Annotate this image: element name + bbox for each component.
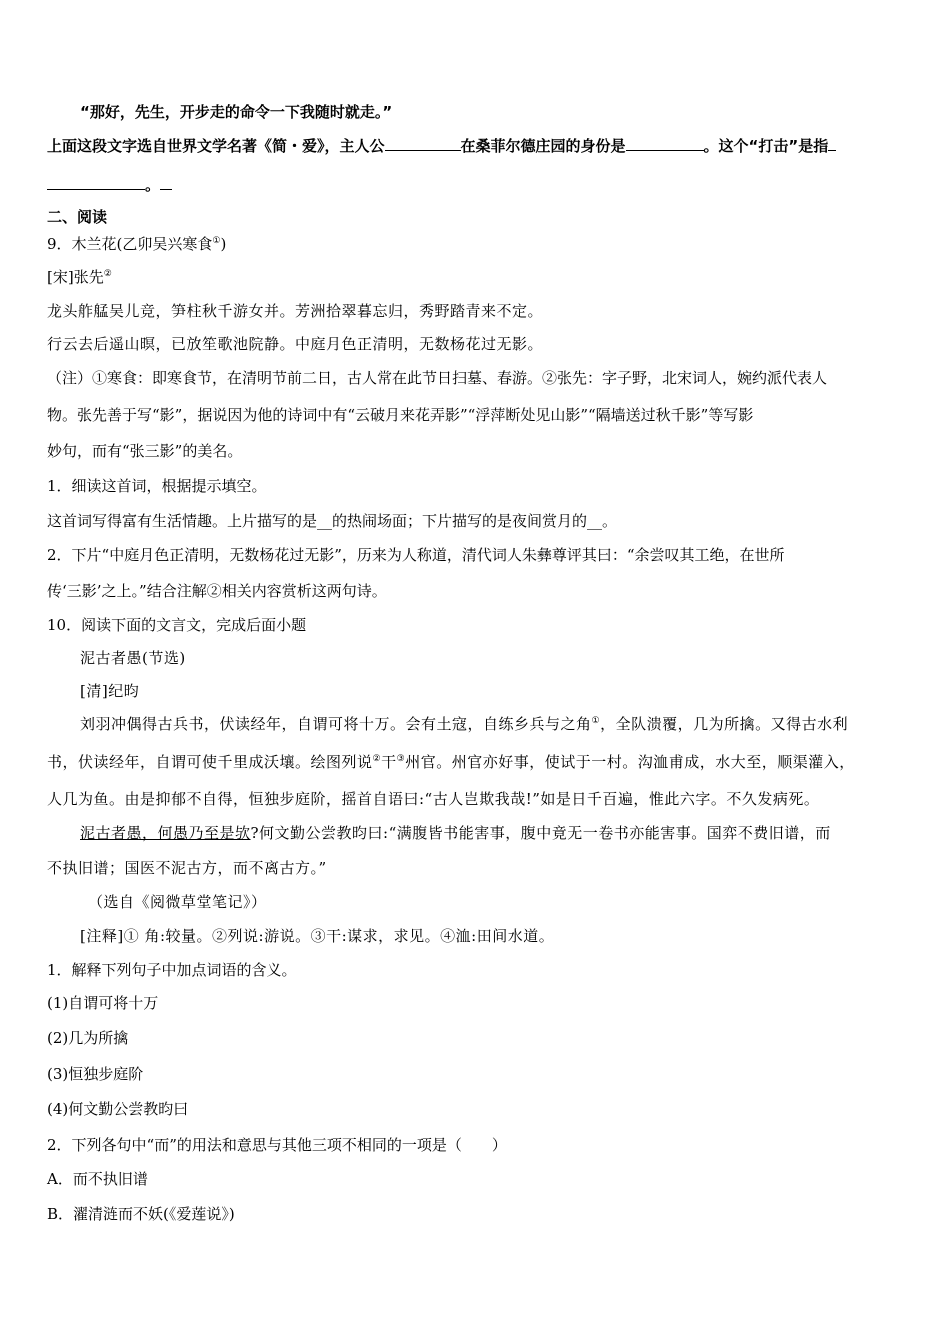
- poem-author: [47, 266, 910, 288]
- answer-blank-blow-start[interactable]: [828, 136, 836, 151]
- q9-sub1-text: 这首词写得富有生活情趣。上片描写的是__的热闹场面；下片描写的是夜间赏月的__。: [47, 512, 618, 530]
- q10-sub1: 1．解释下列句子中加点词语的含义。: [47, 961, 297, 979]
- classical-annotation: [注释]① 角:较量。②列说:游说。③干:谋求，求见。④洫:田间水道。: [80, 927, 555, 945]
- classical-para1-line1: [80, 713, 910, 735]
- classical-para1-line3: 人几为鱼。由是抑郁不自得，恒独步庭阶，摇首自语曰:“古人岂欺我哉!”如是日千百遍，惟此六字。不久发病死。: [47, 790, 820, 808]
- footnote-marker: ①: [591, 716, 601, 726]
- p1-l1b: ，全队溃覆，几为所擒。又得古水利: [600, 715, 849, 733]
- poem-note-1: （注）①寒食：即寒食节，在清明节前二日，古人常在此节日扫墓、春游。②张先：字子野，北宋词人，婉约派代表人: [47, 369, 828, 387]
- classical-para1-line2: [47, 751, 910, 773]
- poem-line-1: 龙头舴艋吴儿竞，笋柱秋千游女并。芳洲拾翠暮忘归，秀野踏青来不定。: [47, 302, 544, 320]
- q9-sub2-line2: 传‘三影’之上。”结合注解②相关内容赏析这两句诗。: [47, 582, 387, 600]
- p1-l2a: 书，伏读经年，自谓可使千里成沃壤。绘图列说: [47, 753, 373, 771]
- classical-source: （选自《阅微草堂笔记》）: [88, 893, 267, 911]
- q10-item-2: (2)几为所擒: [47, 1029, 129, 1047]
- underlined-sentence: 泥古者愚，何愚乃至是欤: [80, 824, 251, 842]
- footnote-marker: ①: [212, 236, 221, 246]
- question-8-line2: [47, 174, 910, 196]
- poem-note-2: 物。张先善于写“影”，据说因为他的诗词中有“云破月来花弄影”“浮萍断处见山影”“隔墙送过秋千影”等写影: [47, 406, 754, 424]
- poem-note-3: 妙句，而有“张三影”的美名。: [47, 442, 243, 460]
- answer-blank-identity[interactable]: [626, 136, 704, 151]
- quote-line: “那好，先生，开步走的命令一下我随时就走。”: [80, 103, 393, 121]
- q8-text-1: 上面这段文字选自世界文学名著《简・爱》，主人公: [47, 137, 385, 155]
- p1-l2c: 州官。州官亦好事，使试于一村。沟洫甫成，水大至，顺渠灌入，: [405, 753, 855, 771]
- p1-l1a: 刘羽冲偶得古兵书，伏读经年，自谓可将十万。会有土寇，自练乡兵与之角: [80, 715, 592, 733]
- classical-para2-line1: [80, 822, 910, 844]
- q9-sub2-line1: 2．下片“中庭月色正清明，无数杨花过无影”，历来为人称道，清代词人朱彝尊评其曰：“余尝叹其工绝，在世所: [47, 546, 785, 564]
- poem-line-2: 行云去后遥山暝，已放笙歌池院静。中庭月色正清明，无数杨花过无影。: [47, 335, 544, 353]
- question-10-title: 10．阅读下面的文言文，完成后面小题: [47, 616, 307, 634]
- answer-blank-blow[interactable]: [47, 175, 145, 190]
- answer-blank-tail: [160, 175, 172, 190]
- classical-text-title: 泥古者愚(节选): [80, 649, 186, 667]
- footnote-marker: ③: [396, 754, 406, 764]
- footnote-marker: ②: [103, 269, 112, 279]
- classical-para2-line2: 不执旧谱；国医不泥古方，而不离古方。”: [47, 859, 327, 877]
- q10-item-4: (4)何文勤公尝教昀曰: [47, 1100, 189, 1118]
- question-9-title: [47, 233, 910, 255]
- classical-text-author: [清]纪昀: [80, 682, 140, 700]
- question-8-line1: [47, 135, 910, 157]
- q9-title-end: ): [220, 235, 227, 253]
- q8-text-3: 。这个“打击”是指: [703, 137, 829, 155]
- q9-sub1: 1．细读这首词，根据提示填空。: [47, 477, 267, 495]
- q8-text-2: 在桑菲尔德庄园的身份是: [460, 137, 626, 155]
- p1-l2b: 干: [381, 753, 397, 771]
- q9-title-text: 9．木兰花(乙卯吴兴寒食: [47, 235, 213, 253]
- option-a: A．而不执旧谱: [47, 1170, 148, 1188]
- option-b: B．濯清涟而不妖(《爱莲说》): [47, 1205, 235, 1223]
- q10-sub2: 2．下列各句中“而”的用法和意思与其他三项不相同的一项是（ ）: [47, 1136, 507, 1154]
- p2-l1: ?何文勤公尝教昀曰:“满腹皆书能害事，腹中竟无一卷书亦能害事。国弈不费旧谱，而: [250, 824, 831, 842]
- answer-blank-protagonist[interactable]: [385, 136, 461, 151]
- poem-author-text: [宋]张先: [47, 268, 104, 286]
- q8-end: 。: [145, 176, 161, 194]
- q10-item-3: (3)恒独步庭阶: [47, 1065, 144, 1083]
- section-heading: 二、阅读: [47, 208, 108, 226]
- q10-item-1: (1)自谓可将十万: [47, 994, 159, 1012]
- footnote-marker: ②: [372, 754, 382, 764]
